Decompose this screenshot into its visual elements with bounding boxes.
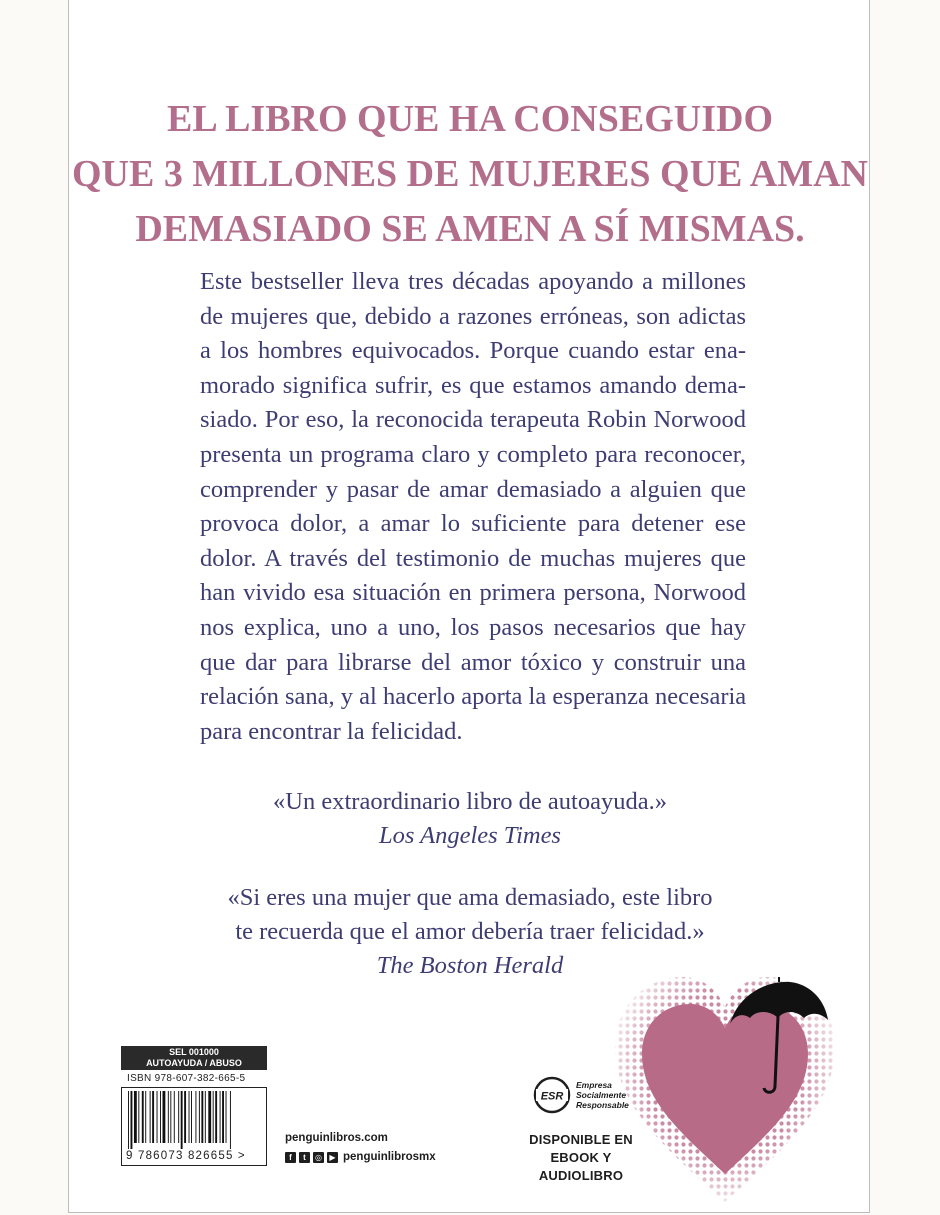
synopsis-line: han vivido esa situación en primera persona, Norwood bbox=[200, 579, 746, 607]
headline-line: EL LIBRO QUE HA CONSEGUIDO bbox=[166, 98, 774, 140]
esr-logo-text: ESR bbox=[540, 1090, 564, 1103]
instagram-icon[interactable]: ◎ bbox=[313, 1152, 324, 1163]
barcode-bars bbox=[126, 1091, 262, 1149]
barcode-bar bbox=[138, 1091, 139, 1143]
barcode-bar bbox=[189, 1091, 190, 1143]
barcode-bar bbox=[230, 1091, 231, 1149]
twitter-icon[interactable]: t bbox=[299, 1152, 310, 1163]
synopsis-line: de mujeres que, debido a razones erróneas, son adictas bbox=[200, 302, 746, 330]
barcode-bar bbox=[142, 1091, 144, 1143]
quote-source: The Boston Herald bbox=[376, 952, 564, 979]
youtube-icon[interactable]: ▶ bbox=[327, 1152, 338, 1163]
social-row bbox=[285, 1150, 436, 1164]
barcode-bar bbox=[174, 1091, 175, 1143]
barcode-bar bbox=[134, 1091, 137, 1143]
esr-caption bbox=[576, 1080, 629, 1110]
synopsis-line: nos explica, uno a uno, los pasos necesarios que hay bbox=[200, 613, 746, 641]
synopsis-line: Este bestseller lleva tres décadas apoyando a millones bbox=[200, 268, 746, 295]
esr-logo-icon bbox=[532, 1075, 572, 1115]
barcode-bar bbox=[160, 1091, 161, 1143]
barcode-bar bbox=[184, 1091, 186, 1143]
synopsis-line: presenta un programa claro y completo para reconocer, bbox=[200, 440, 746, 468]
barcode-bar bbox=[222, 1091, 224, 1143]
esr-badge bbox=[532, 1075, 629, 1115]
synopsis-line: que dar para librarse del amor tóxico y construir una bbox=[200, 648, 746, 676]
esr-line: Empresa bbox=[576, 1080, 612, 1090]
synopsis-line: morado significa sufrir, es que estamos amando dema- bbox=[200, 371, 746, 399]
synopsis-line: a los hombres equivocados. Porque cuando estar ena- bbox=[200, 337, 746, 365]
availability-note bbox=[520, 1131, 642, 1185]
barcode-bar bbox=[201, 1091, 203, 1143]
quote-text: «Si eres una mujer que ama demasiado, este libro bbox=[227, 884, 713, 911]
barcode-bar bbox=[168, 1091, 169, 1143]
isbn-text: ISBN 978-607-382-665-5 bbox=[127, 1073, 246, 1084]
synopsis-line: comprender y pasar de amar demasiado a alguien que bbox=[200, 475, 746, 503]
barcode-bar bbox=[226, 1091, 227, 1143]
barcode-bar bbox=[215, 1091, 217, 1143]
synopsis-line: para encontrar la felicidad. bbox=[200, 717, 463, 745]
heart-umbrella-illustration bbox=[610, 952, 840, 1207]
availability-line: DISPONIBLE EN bbox=[529, 1132, 633, 1147]
esr-line: Responsable bbox=[576, 1100, 629, 1110]
barcode-bar bbox=[152, 1091, 154, 1143]
quote-text: te recuerda que el amor debería traer felicidad.» bbox=[235, 918, 705, 945]
synopsis-line: siado. Por eso, la reconocida terapeuta Robin Norwood bbox=[200, 406, 746, 434]
facebook-icon[interactable]: f bbox=[285, 1152, 296, 1163]
esr-line: Socialmente bbox=[576, 1090, 627, 1100]
barcode-number: 9 786073 826655 > bbox=[126, 1150, 246, 1162]
barcode bbox=[121, 1087, 267, 1166]
barcode-bar bbox=[163, 1091, 166, 1143]
barcode-bar bbox=[157, 1091, 158, 1143]
quote-text: «Un extraordinario libro de autoayuda.» bbox=[273, 788, 667, 815]
website-link[interactable]: penguinlibros.com bbox=[285, 1132, 388, 1144]
barcode-bar bbox=[191, 1091, 192, 1143]
social-handle[interactable]: penguinlibrosmx bbox=[343, 1151, 436, 1163]
synopsis-line: dolor. A través del testimonio de muchas mujeres que bbox=[200, 544, 746, 572]
category-code: SEL 001000 bbox=[169, 1047, 219, 1057]
headline bbox=[0, 92, 940, 257]
barcode-bar bbox=[170, 1091, 171, 1143]
synopsis-line: relación sana, y al hacerlo aporta la esperanza necesaria bbox=[200, 683, 747, 711]
synopsis-line: provoca dolor, a amar lo suficiente para detener ese bbox=[200, 510, 746, 538]
barcode-bar bbox=[181, 1091, 183, 1149]
barcode-block bbox=[121, 1046, 267, 1166]
quote-source: Los Angeles Times bbox=[379, 822, 561, 849]
barcode-bar bbox=[145, 1091, 146, 1143]
heart-icon bbox=[642, 1004, 808, 1174]
category-label bbox=[121, 1046, 267, 1070]
synopsis bbox=[200, 265, 746, 749]
barcode-bar bbox=[178, 1091, 179, 1143]
headline-line: QUE 3 MILLONES DE MUJERES QUE AMAN bbox=[72, 153, 868, 195]
category-name: AUTOAYUDA / ABUSO bbox=[146, 1058, 242, 1068]
headline-line: DEMASIADO SE AMEN A SÍ MISMAS. bbox=[135, 208, 805, 250]
barcode-bar bbox=[150, 1091, 151, 1143]
barcode-bar bbox=[213, 1091, 214, 1143]
barcode-bar bbox=[195, 1091, 196, 1143]
barcode-bar bbox=[205, 1091, 206, 1143]
availability-line: EBOOK Y AUDIOLIBRO bbox=[538, 1150, 624, 1183]
barcode-bar bbox=[208, 1091, 211, 1143]
barcode-bar bbox=[199, 1091, 200, 1143]
barcode-bar bbox=[220, 1091, 221, 1143]
barcode-bar bbox=[128, 1091, 129, 1149]
barcode-bar bbox=[131, 1091, 133, 1149]
blurb-quote bbox=[0, 785, 940, 853]
